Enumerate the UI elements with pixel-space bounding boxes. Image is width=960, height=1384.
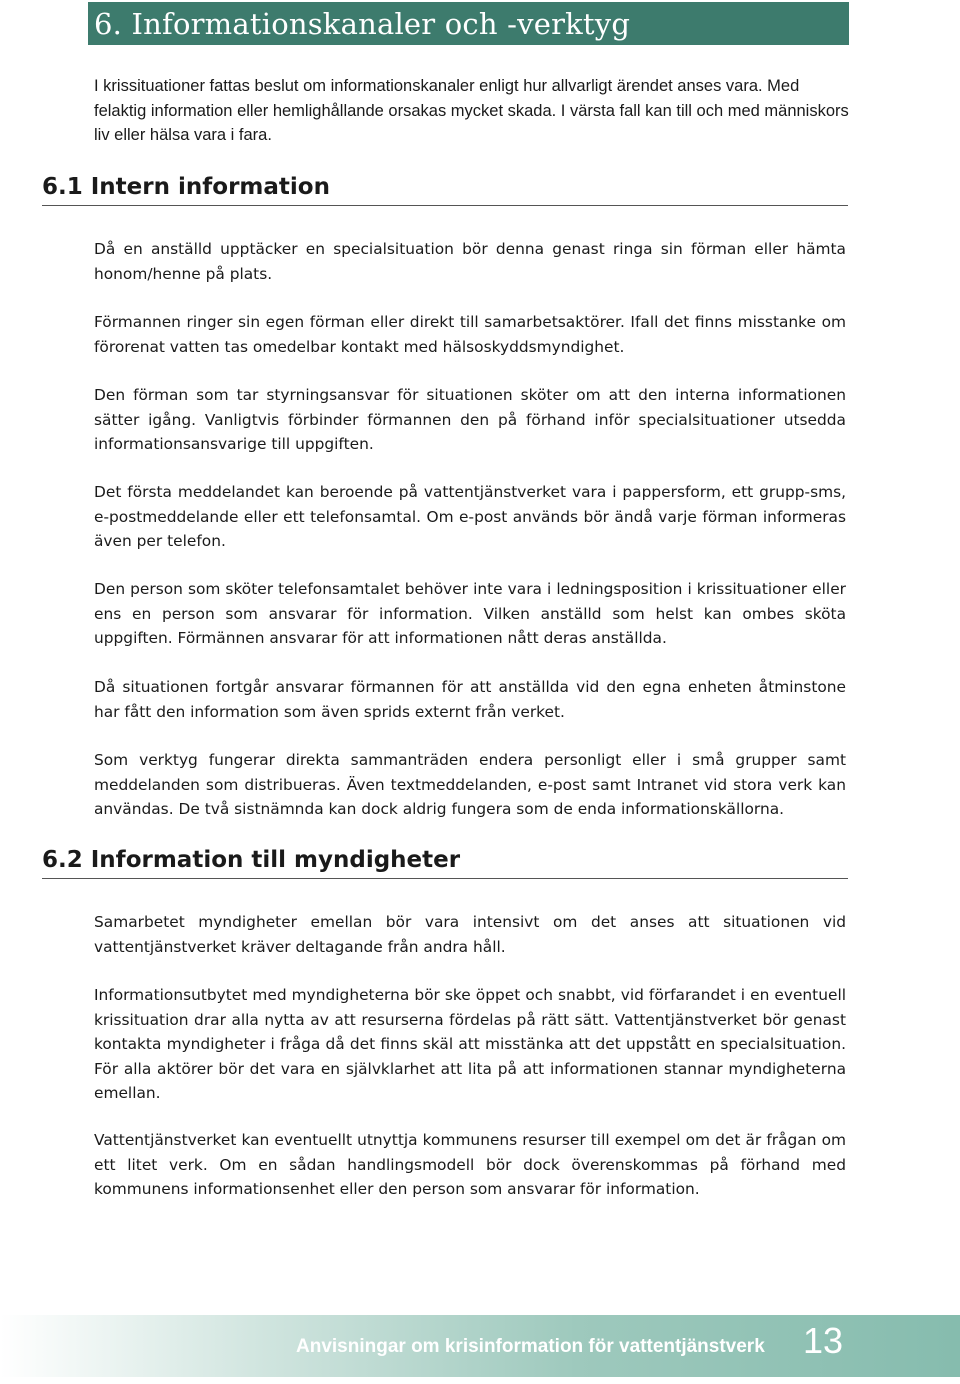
paragraph: Samarbetet myndigheter emellan bör vara intensivt om det anses att situationen vid vattentjänstverket kräver deltagande från andra håll. [94, 913, 846, 956]
section-title-intern: 6.1 Intern information [42, 174, 330, 200]
section-heading-intern [42, 172, 848, 206]
chapter-title: 6. Informationskanaler och -verktyg [94, 6, 631, 41]
section-title-myndigheter: 6.2 Information till myndigheter [42, 847, 461, 873]
paragraph: Informationsutbytet med myndigheterna bör ske öppet och snabbt, vid förfarandet i en eventuell krissituation drar alla nytta av att resurserna fördelas på rätt sätt. Vattentjänstverket bör genast kontakta myndigheter i fråga då det finns skäl att misstänka att det uppstått en specialsituation. För alla aktörer bör det vara en självklarhet att lita på att informationen stannar myndigheterna emellan. [94, 986, 846, 1102]
paragraph: Då situationen fortgår ansvarar förmannen för att anställda vid den egna enheten åtminstone har fått den information som även sprids externt från verket. [94, 678, 846, 721]
paragraph: Det första meddelandet kan beroende på vattentjänstverket vara i pappersform, ett grupp-sms, e-postmeddelande eller ett telefonsamtal. Om e-post används bör ändå varje förman informeras även per telefon. [94, 483, 846, 550]
section-heading-myndigheter [42, 845, 848, 879]
paragraph: Då en anställd upptäcker en specialsituation bör denna genast ringa sin förman eller hämta honom/henne på plats. [94, 240, 846, 283]
paragraph: Den person som sköter telefonsamtalet behöver inte vara i ledningsposition i krissituationer eller ens en person som ansvarar för information. Vilken anställd som helst kan ombes sköta uppgiften. Förmännen ansvarar för att informationen nått deras anställda. [94, 580, 846, 647]
paragraph: Förmannen ringer sin egen förman eller direkt till samarbetsaktörer. Ifall det finns misstanke om förorenat vatten tas omedelbar kontakt med hälsoskyddsmyndighet. [94, 313, 846, 356]
paragraph: Vattentjänstverket kan eventuellt utnyttja kommunens resurser till exempel om det är frågan om ett litet verk. Om en sådan handlingsmodell bör dock överenskommas på förhand med kommunens informationsenhet eller den person som ansvarar för information. [94, 1131, 846, 1198]
chapter-intro: I krissituationer fattas beslut om informationskanaler enligt hur allvarligt ärendet anses vara. Med felaktig information eller hemlighållande orsakas mycket skada. I värsta fall kan till och med människors liv eller hälsa vara i fara. [94, 77, 849, 144]
page-number: 13 [803, 1320, 844, 1361]
footer-title: Anvisningar om krisinformation för vattentjänstverk [296, 1336, 765, 1357]
chapter-title-banner [88, 2, 849, 45]
paragraph: Som verktyg fungerar direkta sammanträden endera personligt eller i små grupper samt meddelanden som distribueras. Även textmeddelanden, e-post samt Intranet vid stora verk kan användas. De två sistnämnda kan dock aldrig fungera som de enda informationskällorna. [94, 751, 846, 818]
paragraph: Den förman som tar styrningsansvar för situationen sköter om att den interna informationen sätter igång. Vanligtvis förbinder förmannen den på förhand inför specialsituationer utsedda informationsansvarige till uppgiften. [94, 386, 846, 453]
